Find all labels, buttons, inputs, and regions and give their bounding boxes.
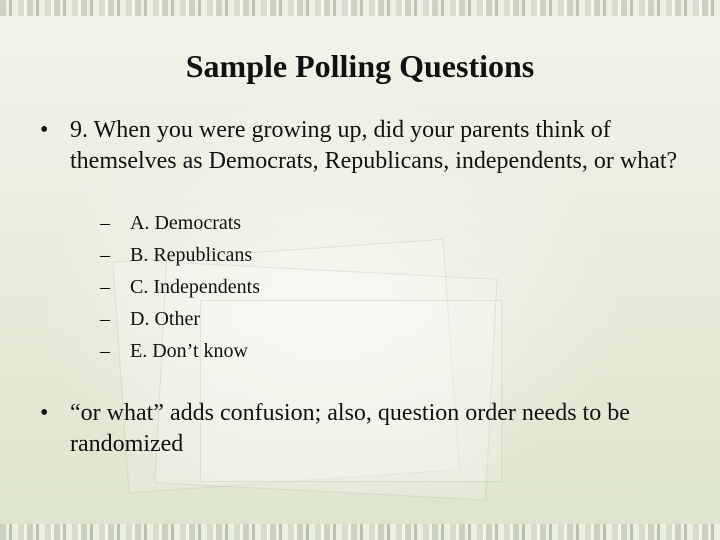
answer-option-text: B. Republicans — [130, 244, 253, 266]
bullet-question-text: 9. When you were growing up, did your parents think of themselves as Democrats, Republicans, independents, or what? — [70, 117, 678, 174]
dash-icon: – — [100, 244, 110, 266]
dash-icon: – — [100, 340, 110, 362]
slide-title: Sample Polling Questions — [185, 48, 535, 84]
dash-icon: – — [100, 308, 110, 330]
answer-option-text: E. Don’t know — [130, 340, 248, 362]
answer-option-text: C. Independents — [130, 276, 260, 298]
bottom-decorative-strip — [0, 524, 720, 540]
bullet-comment — [40, 398, 680, 460]
dash-icon: – — [100, 212, 110, 234]
answer-options-list — [100, 207, 260, 367]
dash-icon: – — [100, 276, 110, 298]
answer-option — [100, 335, 260, 367]
answer-option-text: A. Democrats — [130, 212, 242, 234]
bullet-comment-text: “or what” adds confusion; also, question order needs to be randomized — [70, 400, 630, 457]
answer-option — [100, 239, 260, 271]
answer-option — [100, 271, 260, 303]
top-decorative-strip — [0, 0, 720, 16]
answer-option — [100, 303, 260, 335]
bullet-icon: • — [40, 117, 49, 143]
answer-option — [100, 207, 260, 239]
bullet-icon: • — [40, 400, 49, 426]
bullet-question — [40, 115, 680, 177]
answer-option-text: D. Other — [130, 308, 200, 330]
